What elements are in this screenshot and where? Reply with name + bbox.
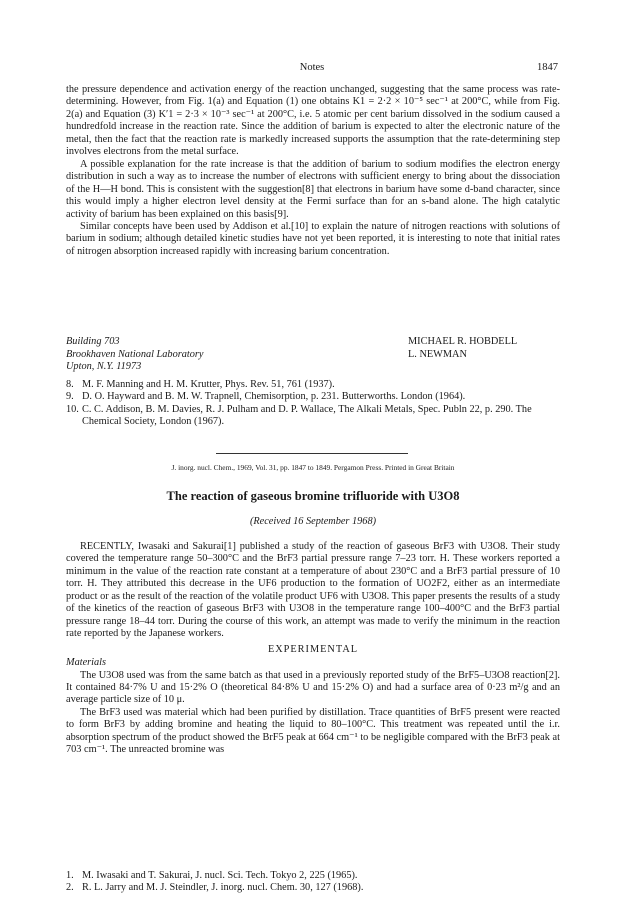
- reference-number: 2.: [66, 882, 74, 894]
- section-divider: [216, 453, 408, 454]
- continued-text: [66, 84, 560, 258]
- reference-list-1: [66, 379, 560, 429]
- author-1: MICHAEL R. HOBDELL: [408, 336, 518, 347]
- article-title: The reaction of gaseous bromine trifluoride with U3O8: [166, 489, 460, 503]
- article-body: [66, 541, 560, 757]
- address-line-3: Upton, N.Y. 11973: [66, 361, 142, 372]
- reference-text: C. C. Addison, B. M. Davies, R. J. Pulham and D. P. Wallace, The Alkali Metals, Spec. Publn 22, p. 290. The Chemical Society, London (1967).: [82, 403, 532, 428]
- paragraph-2: A possible explanation for the rate increase is that the addition of barium to sodium modifies the electron energy distribution in such a way as to increase the number of electrons with sufficient energy to bring about the dissociation of the H—H bond. This is consistent with the suggestion[8] that electrons in barium have some d-band character, since this would imply a higher electron level density at the Fermi surface than for an s-band alone. The high catalytic activity of barium has been explained on this basis[9].: [66, 158, 560, 220]
- reference-item: [66, 870, 560, 882]
- reference-number: 8.: [66, 379, 74, 390]
- received-date: (Received 16 September 1968): [249, 516, 377, 527]
- author-2: L. NEWMAN: [408, 348, 467, 360]
- page-number: 1847: [537, 62, 558, 73]
- running-header: [66, 62, 558, 76]
- section-heading: EXPERIMENTAL: [267, 643, 359, 655]
- journal-citation-line: J. inorg. nucl. Chem., 1969, Vol. 31, pp. 1847 to 1849. Pergamon Press. Printed in Great Britain: [171, 463, 455, 472]
- running-title: Notes: [299, 62, 325, 73]
- reference-number: 10.: [66, 403, 79, 415]
- materials-paragraph-2: The BrF3 used was material which had been purified by distillation. Trace quantities of BrF5 present were reacted to form BrF3 by adding bromine and heating the liquid to 80–100°C. This treatment was repeated until the i.r. absorption spectrum of the product showed the BrF5 peak at 664 cm⁻¹ to be negligible compared with the BrF3 peak at 703 cm⁻¹. The unreacted bromine was: [66, 706, 560, 756]
- reference-number: 1.: [66, 870, 74, 881]
- reference-number: 9.: [66, 391, 74, 403]
- subsection-heading: Materials: [66, 657, 107, 669]
- materials-paragraph-1: The U3O8 used was from the same batch as that used in a previously reported study of the BrF5–U3O8 reaction[2]. It contained 84·7% U and 15·2% O (theoretical 84·8% U and 15·2% O) and had a surface area of 0·23 m²/g and an average particle size of 10 μ.: [66, 669, 560, 706]
- reference-text: R. L. Jarry and M. J. Steindler, J. inorg. nucl. Chem. 30, 127 (1968).: [82, 882, 364, 894]
- address-line-2: Brookhaven National Laboratory: [66, 348, 204, 360]
- paragraph-1: the pressure dependence and activation energy of the reaction unchanged, suggesting that the same process was rate-determining. However, from Fig. 1(a) and Equation (1) one obtains K1 = 2·2 × 10⁻⁵ sec⁻¹ at 200°C, while from Fig. 2(a) and Equation (3) K′1 = 2·3 × 10⁻³ sec⁻¹ at 200°C, i.e. 5 atomic per cent barium dissolved in the sodium caused a hundredfold increase in the reaction rate. Since the addition of barium is expected to alter the electronic nature of the metal, then the fact that the reaction rate is markedly increased supports the assumption that the rate-determining step involves electrons from the metal surface.: [66, 84, 560, 158]
- reference-text: M. F. Manning and H. M. Krutter, Phys. Rev. 51, 761 (1937).: [82, 379, 335, 390]
- reference-list-2: [66, 870, 560, 895]
- intro-paragraph: RECENTLY, Iwasaki and Sakurai[1] published a study of the reaction of gaseous BrF3 with U3O8. Their study covered the temperature range 50–300°C and the BrF3 partial pressure range 7–23 torr. H. These workers reported a minimum in the value of the reaction rate constant at a temperature of about 230°C and a BrF3 partial pressure of 10 torr. H. They attributed this decrease in the UF6 production to the formation of UO2F2, either as an intermediate product or as the result of the reaction of the volatile product UF6 with U3O8. This paper presents the results of a study of the kinetics of the reaction of gaseous BrF3 with U3O8 in the temperature range 100–400°C and the BrF3 partial pressure range 18–44 torr. During the course of this work, an attempt was made to verify the minimum in the reaction rate reported by the Japanese workers.: [66, 541, 560, 640]
- reference-item: [66, 882, 560, 894]
- reference-item: [66, 404, 560, 429]
- reference-text: M. Iwasaki and T. Sakurai, J. nucl. Sci. Tech. Tokyo 2, 225 (1965).: [82, 870, 358, 881]
- reference-item: [66, 391, 560, 403]
- reference-item: [66, 379, 560, 391]
- address-line-1: Building 703: [66, 336, 120, 347]
- reference-text: D. O. Hayward and B. M. W. Trapnell, Chemisorption, p. 231. Butterworths. London (1964).: [82, 391, 466, 403]
- paragraph-3: Similar concepts have been used by Addison et al.[10] to explain the nature of nitrogen reactions with solutions of barium in sodium; although detailed kinetic studies have not yet been reported, it is interesting to note that initial rates of nitrogen absorption increased rapidly with increasing barium concentration.: [66, 220, 560, 257]
